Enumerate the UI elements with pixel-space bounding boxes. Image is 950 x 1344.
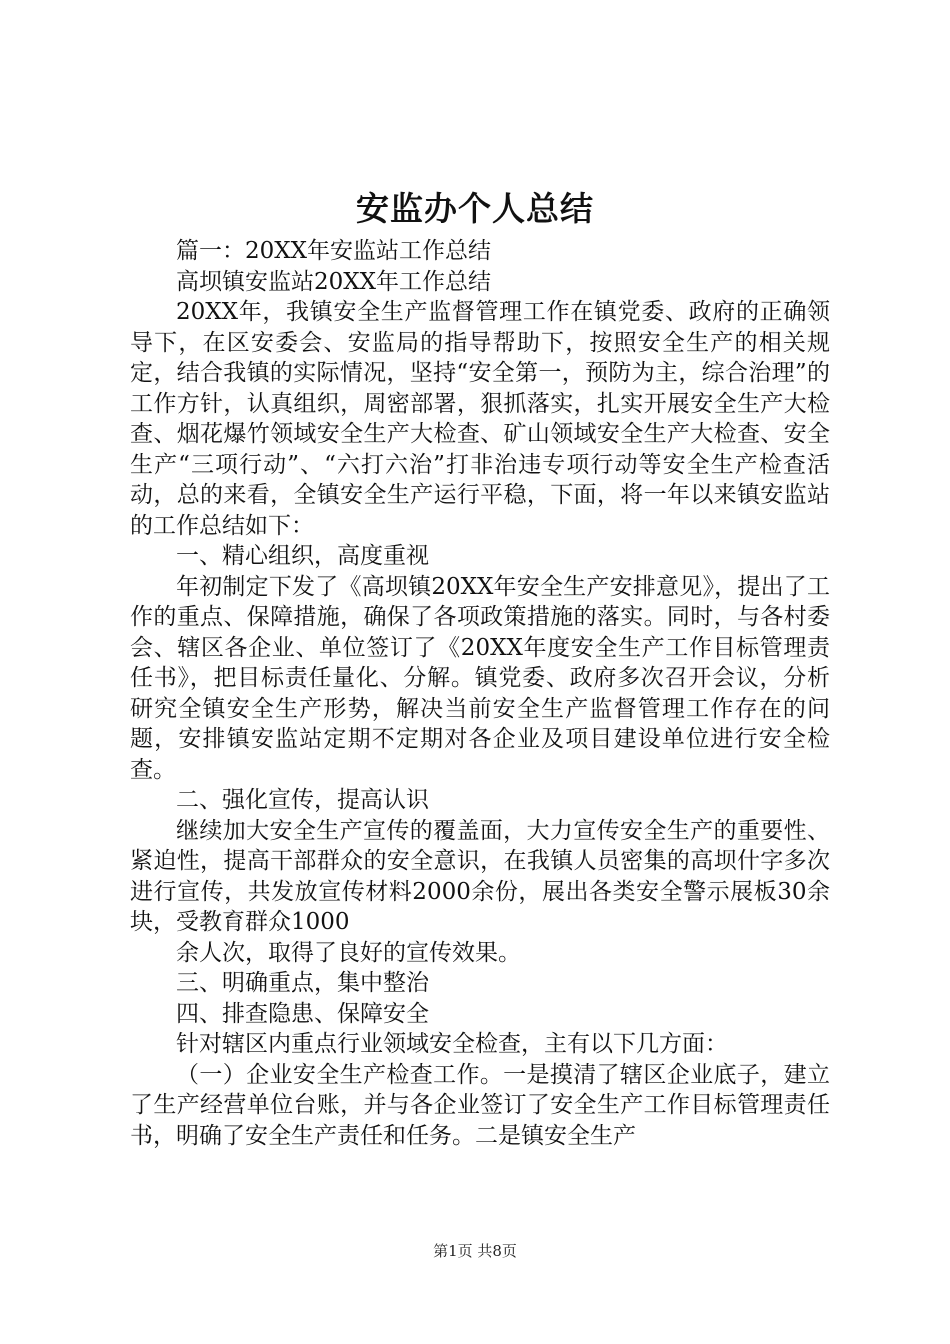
section-heading: 四、排查隐患、保障安全: [176, 1000, 429, 1027]
page-number-footer: 第1页 共8页: [433, 1242, 517, 1260]
section-heading: 一、精心组织，高度重视: [176, 543, 429, 569]
paragraph: 高坝镇安监站20XX年工作总结: [176, 268, 492, 295]
paragraph: 针对辖区内重点行业领域安全检查，主有以下几方面：: [176, 1031, 728, 1057]
paragraph: 继续加大安全生产宣传的覆盖面，大力宣传安全生产的重要性、紧迫性，提高干部群众的安全意识，在我镇人员密集的高坝什字多次进行宣传，共发放宣传材料2000余份，展出各类安全警示展板30余块，受教育群众1000: [130, 817, 830, 935]
paragraph: 年初制定下发了《高坝镇20XX年安全生产安排意见》，提出了工作的重点、保障措施，确保了各项政策措施的落实。同时，与各村委会、辖区各企业、单位签订了《20XX年度安全生产工作目标管理责任书》，把目标责任量化、分解。镇党委、政府多次召开会议，分析研究全镇安全生产形势，解决当前安全生产监督管理工作存在的问题，安排镇安监站定期不定期对各企业及项目建设单位进行安全检查。: [130, 573, 830, 783]
document-body: [130, 236, 830, 1151]
document-title: 安监办个人总结: [356, 189, 594, 228]
paragraph: （一）企业安全生产检查工作。一是摸清了辖区企业底子，建立了生产经营单位台账，并与各企业签订了安全生产工作目标管理责任书，明确了安全生产责任和任务。二是镇安全生产: [130, 1061, 830, 1149]
paragraph: 篇一：20XX年安监站工作总结: [176, 238, 492, 264]
paragraph: 20XX年，我镇安全生产监督管理工作在镇党委、政府的正确领导下，在区安委会、安监局的指导帮助下，按照安全生产的相关规定，结合我镇的实际情况，坚持“安全第一，预防为主，综合治理”的工作方针，认真组织，周密部署，狠抓落实，扎实开展安全生产大检查、烟花爆竹领域安全生产大检查、矿山领域安全生产大检查、安全生产“三项行动”、“六打六治”打非治违专项行动等安全生产检查活动，总的来看，全镇安全生产运行平稳，下面，将一年以来镇安监站的工作总结如下：: [130, 299, 830, 539]
section-heading: 二、强化宣传，提高认识: [176, 787, 429, 813]
section-heading: 三、明确重点，集中整治: [176, 970, 429, 996]
paragraph: 余人次，取得了良好的宣传效果。: [176, 939, 521, 966]
